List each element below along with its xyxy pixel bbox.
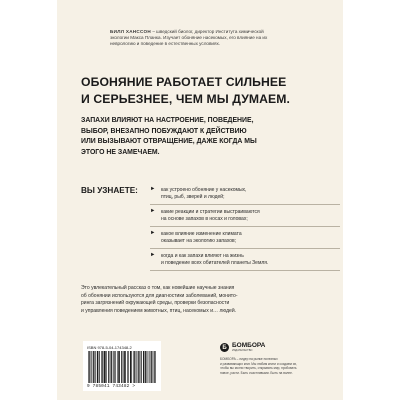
barcode-bar (97, 351, 98, 383)
barcode-bars (88, 351, 156, 383)
barcode-bar (131, 351, 132, 383)
triangle-arrow-icon: ► (150, 252, 156, 258)
list-item (150, 205, 340, 227)
barcode-bar (125, 351, 126, 383)
triangle-arrow-icon: ► (150, 230, 156, 236)
barcode-bar (144, 351, 145, 383)
description-line: и управления поведением животных, птиц, насекомых и… людей. (81, 307, 237, 314)
barcode-bar (134, 351, 135, 383)
publisher-subtitle: ИЗДАТЕЛЬСТВО (232, 349, 253, 352)
description-line: Это увлекательный рассказ о том, как новейшие научные знания (81, 285, 235, 291)
barcode-bar (141, 351, 142, 383)
barcode-bar (115, 351, 116, 383)
barcode-bar (124, 351, 125, 383)
barcode-bar (148, 351, 149, 383)
barcode-bar (99, 351, 100, 383)
barcode-bar (95, 351, 96, 383)
barcode-bar (128, 351, 129, 383)
publisher-description-line: новое, расти. Быть счастливыми. Быть на волне. (220, 370, 293, 375)
barcode-bar (106, 351, 107, 383)
author-name: БИЛЛ ХАНССОН (110, 29, 152, 34)
triangle-arrow-icon: ► (150, 186, 156, 192)
barcode-bar (118, 351, 119, 383)
barcode-bar (127, 351, 128, 383)
barcode-bar (94, 351, 95, 383)
barcode-bar (111, 351, 112, 383)
barcode-bar (112, 351, 113, 383)
barcode-bar (105, 351, 106, 383)
barcode-bar (138, 351, 139, 383)
barcode-bar (131, 351, 132, 383)
description-paragraph (81, 285, 331, 315)
barcode-bar (151, 351, 152, 383)
barcode-bar (89, 351, 90, 383)
barcode-bar (133, 351, 134, 383)
lead-paragraph (81, 116, 331, 158)
publisher-description-line: и развивающих книг. Мы любим книги и создаем их, (220, 361, 297, 366)
barcode-bar (105, 351, 106, 383)
barcode-bar (143, 351, 144, 383)
barcode-bar (117, 351, 118, 383)
barcode-bar (119, 351, 120, 383)
barcode-bar (125, 351, 126, 383)
barcode-bar (150, 351, 151, 383)
list-item (150, 249, 340, 271)
list-item-line: птиц, рыб, зверей и людей; (161, 194, 225, 201)
barcode-bar (90, 351, 91, 383)
barcode-bar (101, 351, 102, 383)
barcode-bar (154, 351, 155, 383)
list-item (150, 227, 340, 249)
barcode-digits: 9 785041 743482 > (87, 384, 136, 389)
barcode-bar (147, 351, 148, 383)
barcode-bar (93, 351, 94, 383)
author-bio-line-3: неврологию и поведение в естественных условиях. (110, 41, 221, 47)
list-item-line: и поведение всех обитателей планеты Земля. (161, 260, 269, 267)
barcode-bar (138, 351, 139, 383)
barcode-bar (104, 351, 105, 383)
barcode-bar (91, 351, 92, 383)
book-back-cover (57, 0, 343, 400)
barcode-bar (108, 351, 109, 383)
publisher-description-line: БОМБОРА – лидер на рынке полезных (220, 357, 278, 361)
barcode-bar (102, 351, 103, 383)
description-line: об обонянии используются для диагностики заболеваний, монито- (81, 292, 238, 299)
barcode-bar (122, 351, 123, 383)
barcode-bar (114, 351, 115, 383)
list-item-line: когда и как запахи влияют на жизнь (161, 253, 244, 259)
list-item-line: какие реакции и стратегии выстраиваются (161, 209, 260, 215)
lead-line: ЭТОГО НЕ ЗАМЕЧАЕМ. (81, 148, 160, 156)
list-item-line: какое влияние изменение климата (161, 231, 242, 237)
publisher-logo-icon: Б (220, 343, 229, 352)
lead-line: ЗАПАХИ ВЛИЯЮТ НА НАСТРОЕНИЕ, ПОВЕДЕНИЕ, (81, 117, 254, 124)
barcode-bar (88, 351, 89, 383)
barcode-bar (123, 351, 124, 383)
publisher-name: БОМБОРА (232, 342, 266, 349)
barcode-bar (110, 351, 111, 383)
headline-line: И СЕРЬЕЗНЕЕ, ЧЕМ МЫ ДУМАЕМ. (81, 92, 290, 106)
barcode-bar (119, 351, 120, 383)
author-bio-line-2: экологии Макса Планка. Изучает обоняние насекомых, его влияние на их (110, 35, 268, 41)
barcode-bar (155, 351, 156, 383)
lead-line: ИЛИ ВЫЗЫВАЮТ ОТВРАЩЕНИЕ, ДАЖЕ КОГДА МЫ (81, 138, 257, 146)
isbn-number: ISBN 978-5-04-174348-2 (87, 345, 132, 350)
barcode-bar (154, 351, 155, 383)
list-item-line: как устроено обоняние у насекомых, (161, 187, 247, 193)
barcode-bar (109, 351, 110, 383)
barcode-bar (151, 351, 152, 383)
barcode-bar (130, 351, 131, 383)
barcode-bar (141, 351, 142, 383)
barcode-bar (97, 351, 98, 383)
lead-line: ВЫБОР, ВНЕЗАПНО ПОБУЖДАЮТ К ДЕЙСТВИЮ (81, 127, 247, 135)
description-line: ринга загрязнений окружающей среды, проверки безопасности (81, 300, 230, 306)
barcode-bar (121, 351, 122, 383)
barcode-bar (145, 351, 146, 383)
barcode-bar (145, 351, 146, 383)
barcode-bar (139, 351, 140, 383)
barcode-bar (152, 351, 153, 383)
barcode-bar (103, 351, 104, 383)
author-bio-line-1: – шведский биолог, директор Института химической (152, 29, 264, 34)
author-bio (110, 29, 306, 48)
headline-line: ОБОНЯНИЕ РАБОТАЕТ СИЛЬНЕЕ (81, 75, 287, 89)
barcode-bar (135, 351, 136, 383)
learn-list (150, 183, 340, 271)
barcode-bar (93, 351, 94, 383)
barcode-bar (113, 351, 114, 383)
publisher-logo (220, 343, 265, 352)
barcode-bar (99, 351, 100, 383)
publisher-description-line: чтобы вы могли творить, открывать мир, пробовать (220, 366, 297, 371)
list-item-line: на основе запахов в носах и головах; (161, 216, 248, 223)
barcode-bar (136, 351, 137, 383)
headline (81, 74, 331, 108)
barcode (83, 341, 161, 391)
list-item (150, 183, 340, 205)
you-will-learn-label: ВЫ УЗНАЕТЕ: (81, 186, 138, 195)
triangle-arrow-icon: ► (150, 208, 156, 214)
list-item-line: оказывает на экологию запахов; (161, 238, 237, 245)
publisher-description (220, 357, 330, 375)
